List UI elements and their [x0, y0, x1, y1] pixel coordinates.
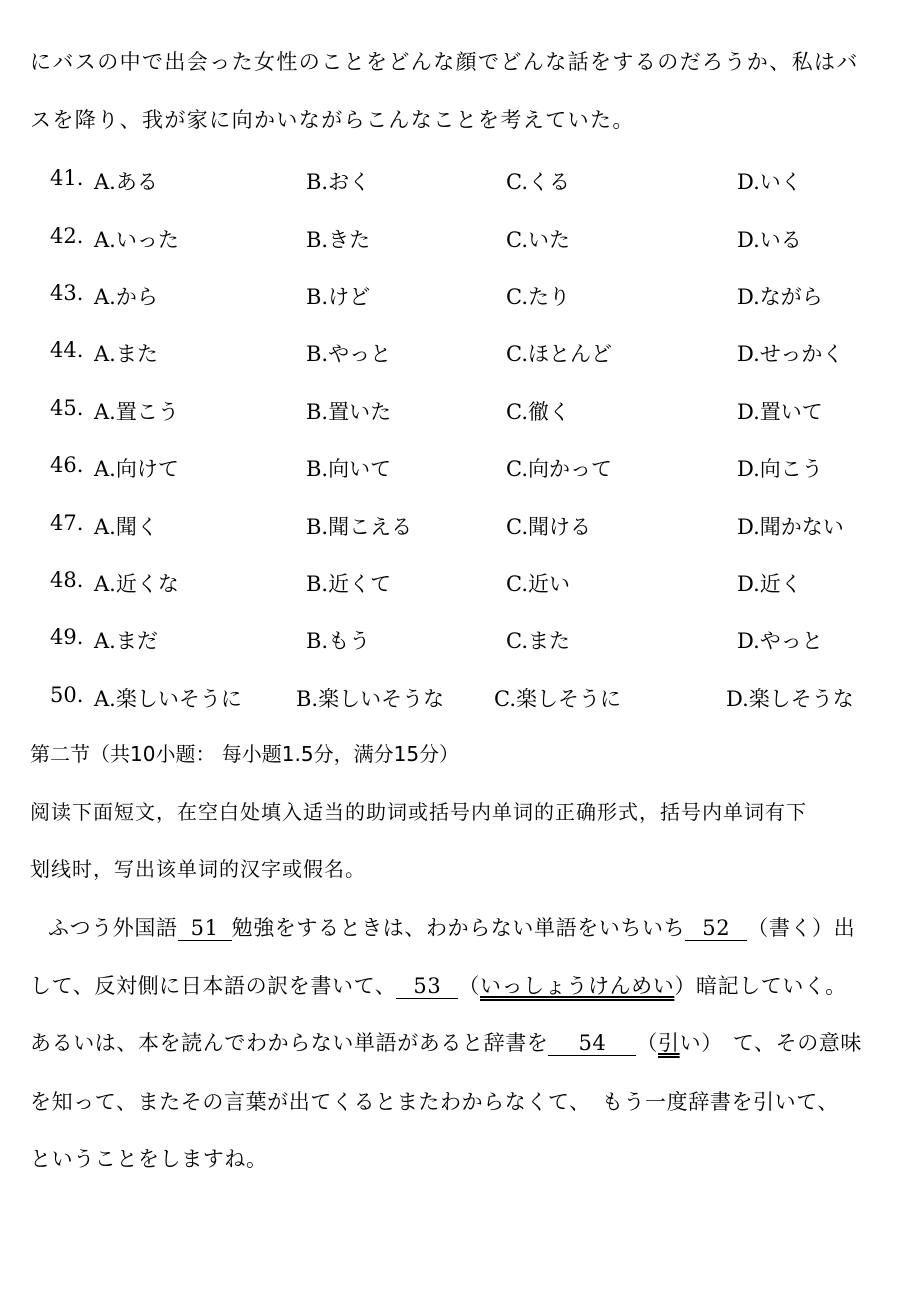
- question-row: [0, 396, 900, 426]
- instruction-line-1: 阅读下面短文，在空白处填入适当的助词或括号内单词的正确形式，括号内单词有下: [30, 800, 807, 824]
- option-a[interactable]: A.また: [94, 342, 158, 366]
- option-a[interactable]: A.楽しいそうに: [94, 687, 242, 711]
- option-d[interactable]: D.置いて: [737, 400, 823, 424]
- passage-line-1: にバスの中で出会った女性のことをどんな顔でどんな話をするのだろうか、私はバ: [30, 50, 859, 74]
- question-number: 50.: [50, 683, 84, 707]
- question-number: 43.: [50, 281, 84, 305]
- underlined-kanji: 引: [658, 1031, 680, 1055]
- instruction-line-2: 划线时，写出该单词的汉字或假名。: [30, 857, 366, 881]
- option-d[interactable]: D.ながら: [737, 285, 823, 309]
- question-row: [0, 166, 900, 196]
- question-row: [0, 683, 900, 713]
- option-a[interactable]: A.近くな: [94, 572, 179, 596]
- option-c[interactable]: C.いた: [506, 228, 570, 252]
- passage2-line-5: ということをしますね。: [30, 1147, 268, 1171]
- passage-line-2: スを降り、我が家に向かいながらこんなことを考えていた。: [30, 108, 635, 132]
- question-number: 48.: [50, 568, 84, 592]
- option-a[interactable]: A.置こう: [94, 400, 179, 424]
- passage2-text: て、その意味: [732, 1031, 863, 1055]
- option-d[interactable]: D.向こう: [737, 457, 823, 481]
- passage2-text: ふつう外国語: [48, 916, 178, 940]
- blank-52[interactable]: 52: [685, 916, 747, 941]
- question-row: [0, 568, 900, 598]
- option-c[interactable]: C.楽しそうに: [494, 687, 621, 711]
- question-row: [0, 511, 900, 541]
- option-a[interactable]: A.まだ: [94, 629, 158, 653]
- option-c[interactable]: C.聞ける: [506, 515, 591, 539]
- option-b[interactable]: B.向いて: [306, 457, 392, 481]
- option-c[interactable]: C.ほとんど: [506, 342, 612, 366]
- underlined-word: いっしょうけんめい: [479, 974, 675, 998]
- paren: （: [458, 974, 480, 998]
- option-b[interactable]: B.置いた: [306, 400, 392, 424]
- passage2-text: 勉強をするときは、わからない単語をいちいち: [231, 916, 686, 940]
- question-number: 46.: [50, 453, 84, 477]
- option-a[interactable]: A.向けて: [94, 457, 179, 481]
- question-number: 49.: [50, 625, 84, 649]
- question-number: 45.: [50, 396, 84, 420]
- passage2-text: あるいは、本を読んでわからない単語があると辞書を: [30, 1031, 549, 1055]
- question-number: 41.: [50, 166, 84, 190]
- option-a[interactable]: A.ある: [94, 170, 158, 194]
- option-b[interactable]: B.もう: [306, 629, 371, 653]
- blank-53[interactable]: 53: [396, 974, 458, 999]
- option-c[interactable]: C.近い: [506, 572, 570, 596]
- option-d[interactable]: D.いる: [737, 228, 802, 252]
- option-a[interactable]: A.聞く: [94, 515, 158, 539]
- passage2-text: 暗記していく。: [695, 974, 847, 998]
- option-c[interactable]: C.向かって: [506, 457, 612, 481]
- option-c[interactable]: C.徹く: [506, 400, 570, 424]
- option-d[interactable]: D.近く: [737, 572, 802, 596]
- option-b[interactable]: B.聞こえる: [306, 515, 413, 539]
- option-b[interactable]: B.楽しいそうな: [296, 687, 445, 711]
- question-row: [0, 224, 900, 254]
- option-b[interactable]: B.近くて: [306, 572, 392, 596]
- option-c[interactable]: C.くる: [506, 170, 570, 194]
- passage2-text: して、反対側に日本語の訳を書いて、: [30, 974, 397, 998]
- option-d[interactable]: D.やっと: [737, 629, 823, 653]
- section-heading: 第二节（共10小题： 每小题1.5分，满分15分）: [30, 742, 460, 766]
- passage2-line-3: [30, 1027, 862, 1057]
- question-number: 42.: [50, 224, 84, 248]
- option-c[interactable]: C.また: [506, 629, 570, 653]
- passage2-line-2: [30, 970, 847, 1000]
- question-number: 47.: [50, 511, 84, 535]
- blank-54[interactable]: 54: [548, 1031, 636, 1056]
- option-a[interactable]: A.いった: [94, 228, 179, 252]
- question-row: [0, 625, 900, 655]
- passage2-text: い）: [679, 1031, 723, 1055]
- blank-51[interactable]: 51: [178, 916, 232, 941]
- option-d[interactable]: D.楽しそうな: [726, 687, 854, 711]
- option-b[interactable]: B.おく: [306, 170, 371, 194]
- paren: （: [636, 1031, 659, 1055]
- option-b[interactable]: B.けど: [306, 285, 371, 309]
- option-d[interactable]: D.聞かない: [737, 515, 844, 539]
- passage2-text: （書く）出: [747, 916, 856, 940]
- passage2-line-4: を知って、またその言葉が出てくるとまたわからなくて、 もう一度辞書を引いて、: [30, 1090, 840, 1114]
- option-b[interactable]: B.きた: [306, 228, 371, 252]
- passage2-line-1: [48, 912, 855, 942]
- paren: ）: [674, 974, 696, 998]
- option-d[interactable]: D.せっかく: [737, 342, 844, 366]
- option-c[interactable]: C.たり: [506, 285, 570, 309]
- question-row: [0, 338, 900, 368]
- option-a[interactable]: A.から: [94, 285, 158, 309]
- option-b[interactable]: B.やっと: [306, 342, 392, 366]
- question-row: [0, 453, 900, 483]
- option-d[interactable]: D.いく: [737, 170, 802, 194]
- question-row: [0, 281, 900, 311]
- question-number: 44.: [50, 338, 84, 362]
